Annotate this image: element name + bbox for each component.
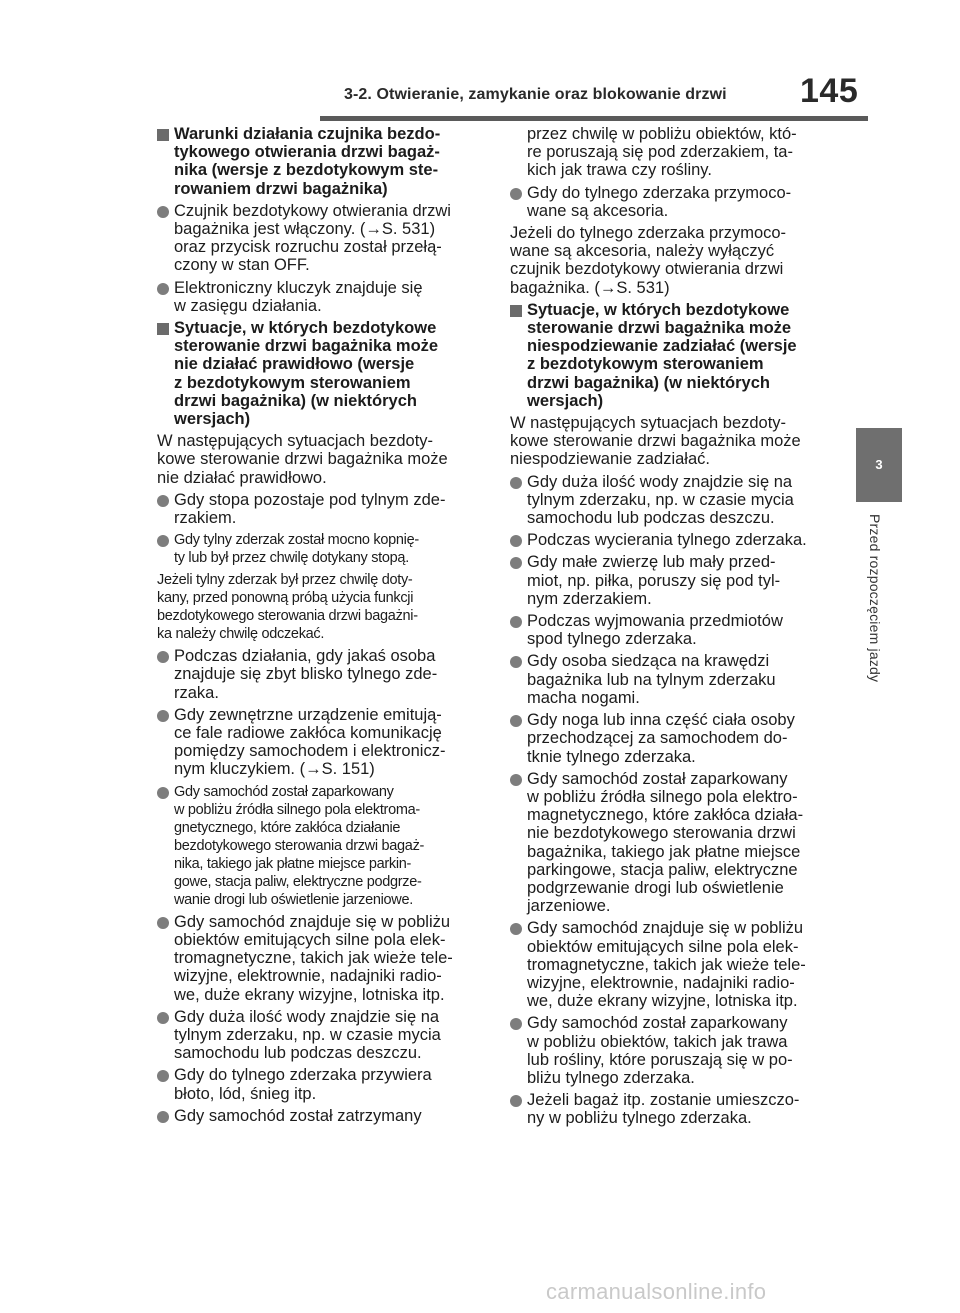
circle-bullet-icon [157,1012,169,1024]
heading-text: Warunki działania czujnika bezdo- tykowego otwierania drzwi bagaż- nika (wersje z bezdotykowym ste- rowaniem drzwi bagażnika) [174,125,441,198]
list-item [510,612,836,648]
page-number: 145 [800,72,859,110]
circle-bullet-icon [510,1018,522,1030]
circle-bullet-icon [510,616,522,628]
right-column [510,125,836,1132]
list-item [157,647,479,702]
list-item [510,1014,836,1087]
list-item-text: Gdy osoba siedząca na krawędzi bagażnika lub na tylnym zderzaku macha nogami. [527,652,776,707]
circle-bullet-icon [157,1111,169,1123]
circle-bullet-icon [510,1095,522,1107]
circle-bullet-icon [510,923,522,935]
list-item [157,1066,479,1102]
list-item [157,279,479,315]
chapter-tab: 3 [856,428,902,502]
paragraph: Jeżeli do tylnego zderzaka przymoco- wane są akcesoria, należy wyłączyć czujnik bezdotykowy otwierania drzwi bagażnika. (→S. 531) [510,224,787,297]
list-item-text: Jeżeli bagaż itp. zostanie umieszczo- ny w pobliżu tylnego zderzaka. [527,1091,800,1128]
list-item-text: Czujnik bezdotykowy otwierania drzwi bagażnika jest włączony. (→S. 531) oraz przycisk rozruchu został przełą- czony w stan OFF. [174,201,451,275]
circle-bullet-icon [157,710,169,722]
section-title: 3-2. Otwieranie, zamykanie oraz blokowanie drzwi [344,86,727,103]
chapter-label: Przed rozpoczęciem jazdy [867,514,883,683]
list-item-text: Gdy samochód znajduje się w pobliżu obiektów emitujących silne pola elek- tromagnetyczne, takich jak wieże tele- wizyjne, elektrownie, nadajniki radio- we, duże ekrany wizyjne, lotniska itp. [174,912,453,1004]
header-rule [320,116,868,121]
list-item-text: Podczas wycierania tylnego zderzaka. [527,531,807,550]
heading-text: Sytuacje, w których bezdotykowe sterowanie drzwi bagażnika może niespodziewanie zadziałać (wersje z bezdotykowym sterowaniem drzwi bagażnika) (w niektórych wersjach) [527,300,797,410]
list-item-text: Podczas wyjmowania przedmiotów spod tylnego zderzaka. [527,612,783,649]
section-heading [157,319,479,428]
list-item [157,491,479,527]
list-item [510,652,836,707]
list-item [157,783,479,909]
circle-bullet-icon [510,715,522,727]
circle-bullet-icon [157,651,169,663]
circle-bullet-icon [157,206,169,218]
list-item [157,202,479,275]
list-item [510,473,836,528]
circle-bullet-icon [157,787,169,799]
square-bullet-icon [157,129,169,141]
circle-bullet-icon [510,188,522,200]
list-item [157,1107,479,1125]
list-item-text: Gdy duża ilość wody znajdzie się na tylnym zderzaku, np. w czasie mycia samochodu lub podczas deszczu. [174,1007,441,1063]
list-item-text: Gdy samochód został zatrzymany [174,1106,422,1125]
list-item-text: przez chwilę w pobliżu obiektów, któ- re poruszają się pod zderzakiem, ta- kich jak trawa czy rośliny. [527,125,797,180]
circle-bullet-icon [157,1070,169,1082]
paragraph: W następujących sytuacjach bezdoty- kowe sterowanie drzwi bagażnika może nie działać prawidłowo. [157,432,448,487]
list-item-text: Gdy tylny zderzak został mocno kopnię- ty lub był przez chwilę dotykany stopą. [174,532,419,567]
list-item-text: Gdy samochód został zaparkowany w pobliżu obiektów, takich jak trawa lub rośliny, które poruszają się w po- bliżu tylnego zderzaka. [527,1014,793,1087]
list-item-text: Gdy do tylnego zderzaka przywiera błoto, lód, śnieg itp. [174,1066,432,1103]
list-item-text: Gdy duża ilość wody znajdzie się na tylnym zderzaku, np. w czasie mycia samochodu lub podczas deszczu. [527,472,794,528]
note-paragraph: Jeżeli tylny zderzak był przez chwilę doty- kany, przed ponowną próbą użycia funkcji bezdotykowego sterowania drzwi bagażni- ka należy chwilę odczekać. [157,572,418,643]
list-item [510,531,836,549]
list-item-text: Gdy samochód znajduje się w pobliżu obiektów emitujących silne pola elek- tromagnetyczne, takich jak wieże tele- wizyjne, elektrownie, nadajniki radio- we, duże ekrany wizyjne, lotniska itp. [527,919,806,1011]
circle-bullet-icon [157,283,169,295]
list-item [510,184,836,220]
heading-text: Sytuacje, w których bezdotykowe sterowanie drzwi bagażnika może nie działać prawidłowo (wersje z bezdotykowym sterowaniem drzwi bagażnika) (w niektórych wersjach) [174,319,439,429]
list-item [157,913,479,1004]
list-item [510,711,836,766]
circle-bullet-icon [510,535,522,547]
circle-bullet-icon [157,917,169,929]
section-heading [157,125,479,198]
watermark: carmanualsonline.info [546,1279,767,1304]
circle-bullet-icon [157,495,169,507]
list-item [157,531,479,567]
circle-bullet-icon [157,535,169,547]
list-item-text: Gdy zewnętrzne urządzenie emitują- ce fale radiowe zakłóca komunikację pomiędzy samochodem i elektronicz- nym kluczykiem. (→S. 151) [174,705,446,779]
left-column [157,125,479,1129]
list-item [157,706,479,779]
list-item [157,1008,479,1063]
square-bullet-icon [157,323,169,335]
square-bullet-icon [510,305,522,317]
list-item [510,770,836,916]
list-item-text: Elektroniczny kluczyk znajduje się w zasięgu działania. [174,278,423,315]
list-item [510,1091,836,1127]
circle-bullet-icon [510,656,522,668]
list-item-text: Gdy samochód został zaparkowany w pobliżu źródła silnego pola elektroma- gnetycznego, które zakłóca działanie bezdotykowego sterowania drzwi bagaż- nika, takiego jak płatne miejsce parkin- gowe, stacja paliw, elektryczne podgrze- wanie drogi lub oświetlenie jarzeniowe. [174,783,425,908]
list-item [510,919,836,1010]
section-heading [510,301,836,410]
paragraph: W następujących sytuacjach bezdoty- kowe sterowanie drzwi bagażnika może niespodziewanie zadziałać. [510,414,801,469]
list-item-text: Gdy do tylnego zderzaka przymoco- wane są akcesoria. [527,183,792,220]
list-item-text: Podczas działania, gdy jakaś osoba znajduje się zbyt blisko tylnego zde- rzaka. [174,647,438,702]
list-item-text: Gdy stopa pozostaje pod tylnym zde- rzakiem. [174,490,446,528]
list-item-continuation [510,125,836,180]
list-item [510,553,836,608]
list-item-text: Gdy noga lub inna część ciała osoby przechodzącej za samochodem do- tknie tylnego zderzaka. [527,711,795,766]
list-item-text: Gdy samochód został zaparkowany w pobliżu źródła silnego pola elektro- magnetycznego, które zakłóca działa- nie bezdotykowego sterowania drzwi bagażnika, takiego jak płatne miejsce parkingowe, stacja paliw, elektryczne podgrzewanie drogi lub oświetlenie jarzeniowe. [527,769,804,916]
list-item-text: Gdy małe zwierzę lub mały przed- miot, np. piłka, poruszy się pod tyl- nym zderzakiem. [527,553,781,608]
circle-bullet-icon [510,477,522,489]
circle-bullet-icon [510,557,522,569]
circle-bullet-icon [510,774,522,786]
